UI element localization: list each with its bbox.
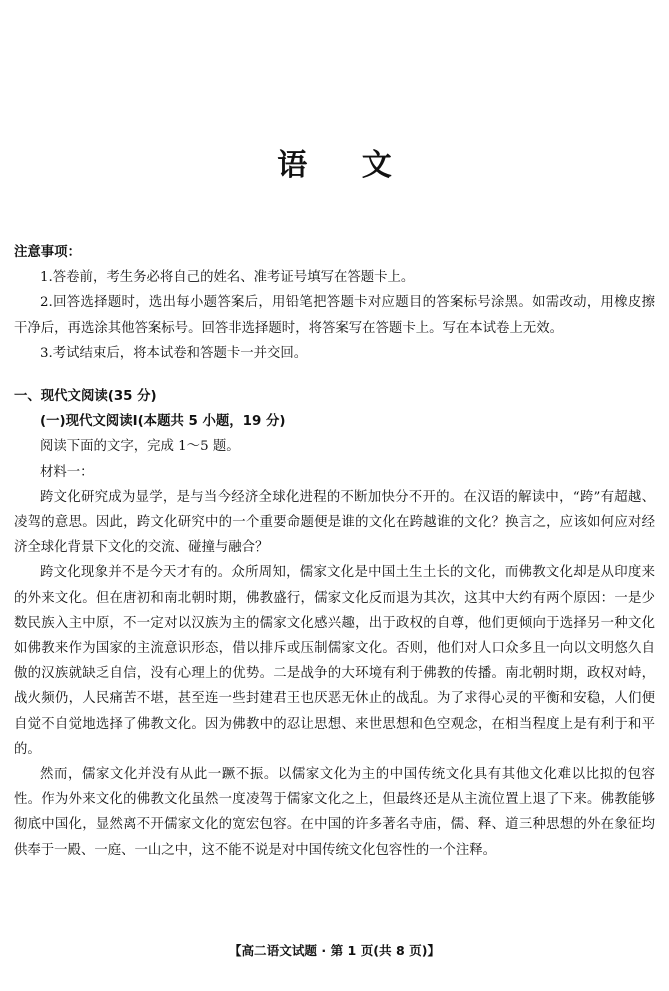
page-footer: 【高二语文试题 · 第 1 页(共 8 页)】 — [228, 943, 441, 958]
page-title: 语 文 — [277, 148, 414, 183]
material-label: 材料一： — [40, 464, 94, 480]
notice-item-1: 1.答卷前，考生务必将自己的姓名、准考证号填写在答题卡上。 — [40, 270, 415, 286]
subsection-heading: (一)现代文阅读Ⅰ(本题共 5 小题，19 分) — [40, 414, 286, 430]
material-paragraph-1: 跨文化研究成为显学，是与当今经济全球化进程的不断加快分不开的。在汉语的解读中，“跨”有超越、凌驾的意思。因此，跨文化研究中的一个重要命题便是谁的文化在跨越谁的文化？换言之，应该如何应对经济全球化背景下文化的交流、碰撞与融合？ — [14, 489, 655, 556]
material-paragraph-2: 跨文化现象并不是今天才有的。众所周知，儒家文化是中国土生土长的文化，而佛教文化却是从印度来的外来文化。但在唐初和南北朝时期，佛教盛行，儒家文化反而退为其次，这其中大约有两个原因：一是少数民族入主中原，不一定对以汉族为主的儒家文化感兴趣，出于政权的自尊，他们更倾向于选择另一种文化如佛教来作为国家的主流意识形态，借以排斥或压制儒家文化。否则，他们对人口众多且一向以文明悠久自傲的汉族就缺乏自信，没有心理上的优势。二是战争的大环境有利于佛教的传播。南北朝时期，政权对峙，战火频仍，人民痛苦不堪，甚至连一些封建君王也厌恶无休止的战乱。为了求得心灵的平衡和安稳，人们便自觉不自觉地选择了佛教文化。因为佛教中的忍让思想、来世思想和色空观念，在相当程度上是有利于和平的。 — [14, 565, 655, 757]
page-content — [14, 240, 655, 863]
notice-heading: 注意事项： — [14, 245, 81, 260]
notice-item-2: 2.回答选择题时，选出每小题答案后，用铅笔把答题卡对应题目的答案标号涂黑。如需改动，用橡皮擦干净后，再选涂其他答案标号。回答非选择题时，将答案写在答题卡上。写在本试卷上无效。 — [14, 295, 655, 336]
section-heading: 一、现代文阅读(35 分) — [14, 389, 157, 405]
material-paragraph-3: 然而，儒家文化并没有从此一蹶不振。以儒家文化为主的中国传统文化具有其他文化难以比拟的包容性。作为外来文化的佛教文化虽然一度凌驾于儒家文化之上，但最终还是从主流位置上退了下来。佛教能够彻底中国化，显然离不开儒家文化的宽宏包容。在中国的许多著名寺庙，儒、释、道三种思想的外在象征均供奉于一殿、一庭、一山之中，这不能不说是对中国传统文化包容性的一个注释。 — [14, 767, 655, 858]
reading-instruction: 阅读下面的文字，完成 1～5 题。 — [40, 439, 240, 455]
notice-item-3: 3.考试结束后，将本试卷和答题卡一并交回。 — [40, 345, 308, 361]
